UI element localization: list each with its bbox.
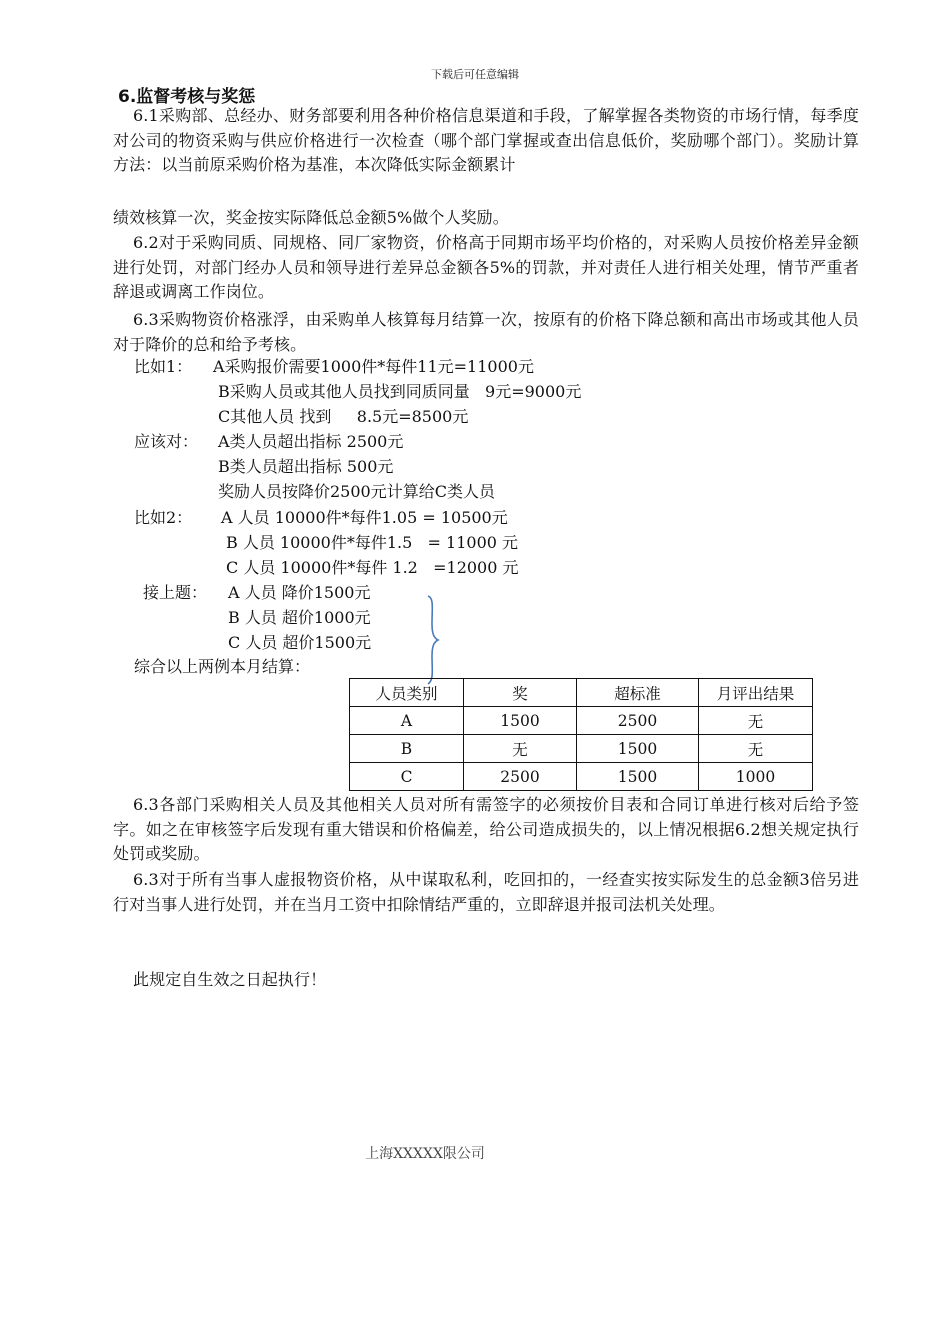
table-row bbox=[350, 735, 813, 763]
continue-line-a: A 人员 降价1500元 bbox=[228, 583, 371, 602]
paragraph-6-3-penalty: 6.3对于所有当事人虚报物资价格，从中谋取私利，吃回扣的，一经查实按实际发生的总金额3倍另进行对当事人进行处罚，并在当月工资中扣除情结严重的，立即辞退并报司法机关处理。 bbox=[113, 870, 859, 914]
should-line-b: B类人员超出指标 500元 bbox=[218, 457, 394, 476]
section-title: 6.监督考核与奖惩 bbox=[118, 87, 256, 107]
table-header-cell: 月评出结果 bbox=[699, 679, 813, 707]
paragraph-6-3-sign: 6.3各部门采购相关人员及其他相关人员对所有需签字的必须按价目表和合同订单进行核对后给予签字。如之在审核签字后发现有重大错误和价格偏差，给公司造成损失的，以上情况根据6.2想关规定执行处罚或奖励。 bbox=[113, 795, 859, 863]
paragraph-6-1-cont: 绩效核算一次，奖金按实际降低总金额5%做个人奖励。 bbox=[113, 208, 509, 227]
summary-label: 综合以上两例本月结算： bbox=[134, 657, 311, 676]
table-cell: 2500 bbox=[577, 707, 699, 735]
table-row bbox=[350, 763, 813, 791]
table-cell: 无 bbox=[464, 735, 577, 763]
example1-line-a: A采购报价需要1000件*每件11元=11000元 bbox=[213, 357, 534, 376]
should-label: 应该对： bbox=[134, 432, 199, 451]
example2-line-a: A 人员 10000件*每件1.05 = 10500元 bbox=[221, 508, 508, 527]
table-header-cell: 人员类别 bbox=[350, 679, 464, 707]
should-line-c: 奖励人员按降价2500元计算给C类人员 bbox=[218, 482, 495, 501]
table-cell: C bbox=[350, 763, 464, 791]
continue-label: 接上题： bbox=[143, 583, 208, 602]
paragraph-6-1: 6.1采购部、总经办、财务部要利用各种价格信息渠道和手段，了解掌握各类物资的市场行情，每季度对公司的物资采购与供应价格进行一次检查（哪个部门掌握或查出信息低价，奖励哪个部门）。奖励计算方法：以当前原采购价格为基准，本次降低实际金额累计 bbox=[113, 106, 859, 174]
table-cell: 1500 bbox=[577, 763, 699, 791]
paragraph-6-2: 6.2对于采购同质、同规格、同厂家物资，价格高于同期市场平均价格的，对采购人员按价格差异金额进行处罚，对部门经办人员和领导进行差异总金额各5%的罚款，并对责任人进行相关处理，情节严重者辞退或调离工作岗位。 bbox=[113, 233, 859, 301]
effective-statement: 此规定自生效之日起执行！ bbox=[133, 970, 327, 989]
example2-line-b: B 人员 10000件*每件1.5 = 11000 元 bbox=[226, 533, 519, 552]
table-cell: 无 bbox=[699, 707, 813, 735]
table-header-cell: 超标准 bbox=[577, 679, 699, 707]
example2-line-c: C 人员 10000件*每件 1.2 =12000 元 bbox=[226, 558, 519, 577]
table-cell: 1500 bbox=[464, 707, 577, 735]
company-footer: 上海XXXXX限公司 bbox=[365, 1146, 485, 1162]
table-cell: 2500 bbox=[464, 763, 577, 791]
table-cell: 无 bbox=[699, 735, 813, 763]
example1-label: 比如1： bbox=[134, 357, 193, 376]
page-header: 下载后可任意编辑 bbox=[431, 68, 519, 81]
continue-line-b: B 人员 超价1000元 bbox=[228, 608, 371, 627]
paragraph-6-3: 6.3采购物资价格涨浮，由采购单人核算每月结算一次，按原有的价格下降总额和高出市场或其他人员对于降价的总和给予考核。 bbox=[113, 310, 859, 354]
should-line-a: A类人员超出指标 2500元 bbox=[218, 432, 404, 451]
table-header-cell: 奖 bbox=[464, 679, 577, 707]
table-cell: B bbox=[350, 735, 464, 763]
table-cell: 1500 bbox=[577, 735, 699, 763]
table-cell: A bbox=[350, 707, 464, 735]
example2-label: 比如2： bbox=[134, 508, 193, 527]
table-cell: 1000 bbox=[699, 763, 813, 791]
settlement-table bbox=[349, 678, 813, 791]
table-header-row bbox=[350, 679, 813, 707]
example1-line-c: C其他人员 找到 8.5元=8500元 bbox=[218, 407, 469, 426]
curly-brace-icon bbox=[422, 594, 446, 686]
continue-line-c: C 人员 超价1500元 bbox=[228, 633, 372, 652]
table-row bbox=[350, 707, 813, 735]
example1-line-b: B采购人员或其他人员找到同质同量 9元=9000元 bbox=[218, 382, 582, 401]
